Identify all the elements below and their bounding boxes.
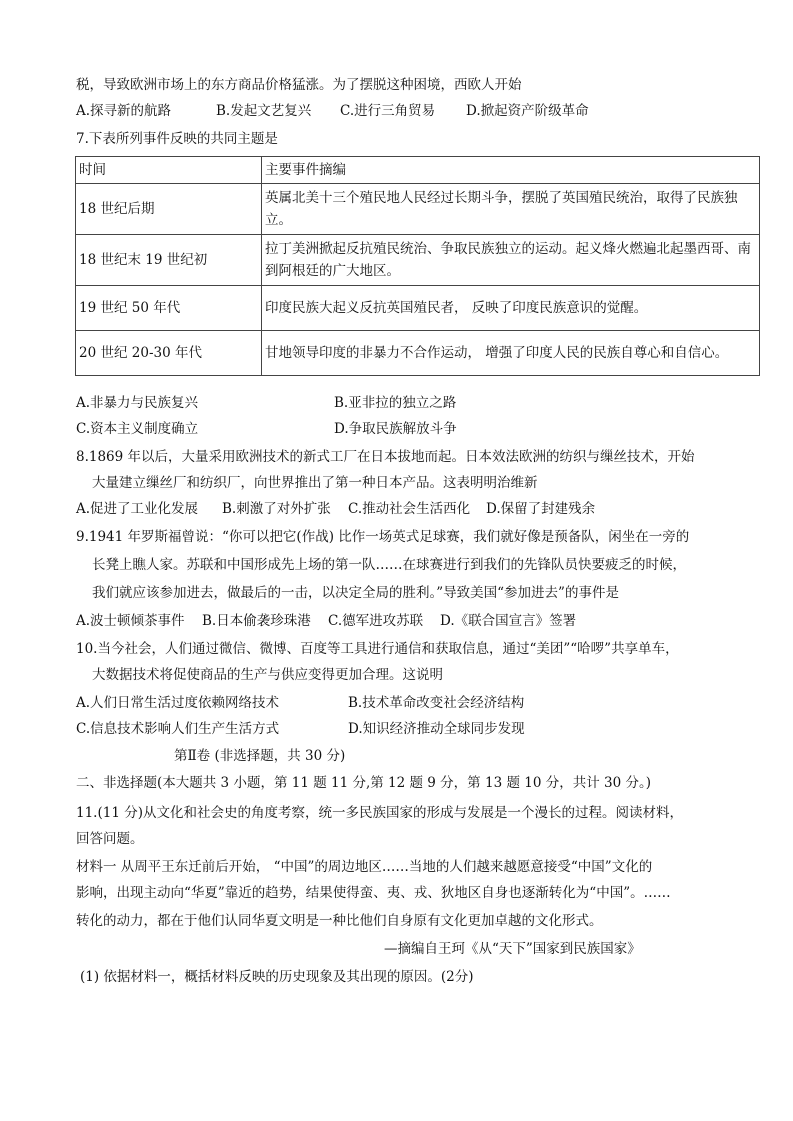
table-row: [76, 235, 760, 286]
table-cell-event: 印度民族大起义反抗英国殖民者， 反映了印度民族意识的觉醒。: [262, 286, 760, 331]
material-line3: 转化的动力，都在于他们认同华夏文明是一种比他们自身原有文化更加卓越的文化形式。: [76, 913, 603, 929]
q8-stem-line2: 大量建立缫丝厂和纺织厂，向世界推出了第一种日本产品。这表明明治维新: [92, 475, 538, 491]
table-header-row: [76, 157, 760, 184]
q7-option-c: C.资本主义制度确立: [76, 421, 199, 437]
table-row: [76, 286, 760, 331]
table-cell-time: 19 世纪 50 年代: [76, 286, 262, 331]
q9-option-a: A.波士顿倾茶事件: [76, 613, 185, 629]
table-row: [76, 331, 760, 376]
q7-option-a: A.非暴力与民族复兴: [76, 395, 199, 411]
material-line2: 影响，出现主动向“华夏”靠近的趋势，结果使得蛮、夷、戎、狄地区自身也逐渐转化为“中国”。……: [76, 885, 671, 901]
table-row: [76, 184, 760, 235]
q11-stem-line2: 回答问题。: [76, 831, 144, 847]
table-cell-event: 甘地领导印度的非暴力不合作运动， 增强了印度人民的民族自尊心和自信心。: [262, 331, 760, 376]
q9-option-c: C.德军进攻苏联: [328, 613, 424, 629]
q6-stem-tail: 税，导致欧洲市场上的东方商品价格猛涨。为了摆脱这种困境，西欧人开始: [76, 77, 522, 93]
q8-option-d: D.保留了封建残余: [486, 501, 596, 517]
table-cell-event: 英属北美十三个殖民地人民经过长期斗争，摆脱了英国殖民统治，取得了民族独立。: [262, 184, 760, 235]
q8-option-a: A.促进了工业化发展: [76, 501, 199, 517]
q8-option-b: B.刺激了对外扩张: [222, 501, 331, 517]
q11-subquestion-1: (1) 依据材料一，概括材料反映的历史现象及其出现的原因。(2分): [80, 969, 474, 985]
q7-option-d: D.争取民族解放斗争: [334, 421, 457, 437]
q9-option-d: D.《联合国宣言》签署: [440, 613, 577, 629]
q9-stem-line2: 长凳上瞧人家。苏联和中国形成先上场的第一队……在球赛进行到我们的先锋队员快要疲乏的时候，: [92, 557, 686, 573]
q7-stem: 7.下表所列事件反映的共同主题是: [76, 131, 278, 147]
table-cell-event: 拉丁美洲掀起反抗殖民统治、争取民族独立的运动。起义烽火燃遍北起墨西哥、南到阿根廷的广大地区。: [262, 235, 760, 286]
q10-stem-line2: 大数据技术将促使商品的生产与供应变得更加合理。这说明: [92, 667, 443, 683]
q8-option-c: C.推动社会生活西化: [348, 501, 471, 517]
q10-option-d: D.知识经济推动全球同步发现: [348, 721, 525, 737]
events-table: [75, 156, 760, 376]
material-source: —摘编自王珂《从“天下”国家到民族国家》: [384, 941, 641, 957]
q10-option-c: C.信息技术影响人们生产生活方式: [76, 721, 280, 737]
q6-option-b: B.发起文艺复兴: [216, 103, 312, 119]
table-cell-time: 20 世纪 20-30 年代: [76, 331, 262, 376]
q8-stem-line1: 8.1869 年以后，大量采用欧洲技术的新式工厂在日本拔地而起。日本效法欧洲的纺织与缫丝技术，开始: [76, 449, 695, 465]
q7-option-b: B.亚非拉的独立之路: [334, 395, 457, 411]
q10-option-b: B.技术革命改变社会经济结构: [348, 695, 525, 711]
part2-title: 第Ⅱ卷 (非选择题，共 30 分): [174, 748, 346, 764]
q10-stem-line1: 10.当今社会，人们通过微信、微博、百度等工具进行通信和获取信息，通过“美团”“哈啰”共享单车，: [76, 641, 679, 657]
q11-stem-line1: 11.(11 分)从文化和社会史的角度考察，统一多民族国家的形成与发展是一个漫长的过程。阅读材料，: [76, 805, 683, 821]
table-header-time: 时间: [76, 157, 262, 184]
q10-option-a: A.人们日常生活过度依赖网络技术: [76, 695, 280, 711]
q6-option-d: D.掀起资产阶级革命: [466, 103, 589, 119]
q9-option-b: B.日本偷袭珍珠港: [202, 613, 311, 629]
q9-stem-line3: 我们就应该参加进去，做最后的一击，以决定全局的胜利。”导致美国“参加进去”的事件是: [92, 585, 619, 601]
table-cell-time: 18 世纪末 19 世纪初: [76, 235, 262, 286]
table-cell-time: 18 世纪后期: [76, 184, 262, 235]
section-heading: 二、非选择题(本大题共 3 小题，第 11 题 11 分,第 12 题 9 分，第 13 题 10 分，共计 30 分。): [76, 775, 651, 791]
material-line1: 材料一 从周平王东迁前后开始， “中国”的周边地区……当地的人们越来越愿意接受“中国”文化的: [76, 859, 653, 875]
q9-stem-line1: 9.1941 年罗斯福曾说：“你可以把它(作战) 比作一场英式足球赛，我们就好像是预备队，闲坐在一旁的: [76, 529, 690, 545]
q6-option-c: C.进行三角贸易: [340, 103, 436, 119]
table-header-event: 主要事件摘编: [262, 157, 760, 184]
q6-option-a: A.探寻新的航路: [76, 103, 172, 119]
